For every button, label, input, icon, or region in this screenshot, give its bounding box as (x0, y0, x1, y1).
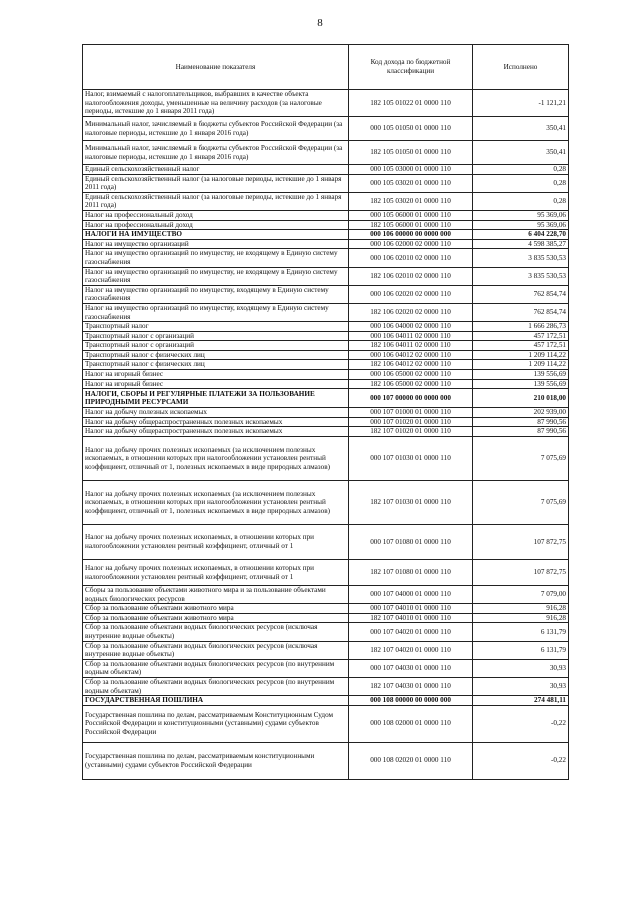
table-row (83, 331, 569, 341)
row-code-cell: 000 107 04030 01 0000 110 (349, 659, 473, 677)
row-value-cell: 139 556,69 (473, 370, 569, 380)
row-name-cell: Транспортный налог с физических лиц (83, 360, 349, 370)
row-name-cell: Налог на имущество организаций по имуществу, входящему в Единую систему газоснабжения (83, 303, 349, 321)
row-code-cell: 000 106 02020 02 0000 110 (349, 285, 473, 303)
row-value-cell: 107 872,75 (473, 560, 569, 586)
table-row (83, 408, 569, 418)
row-value-cell: 274 481,11 (473, 696, 569, 706)
row-code-cell: 182 106 04011 02 0000 110 (349, 341, 473, 351)
row-name-cell: Налог на добычу общераспространенных полезных ископаемых (83, 427, 349, 437)
row-value-cell: 6 404 228,70 (473, 230, 569, 240)
table-row (83, 285, 569, 303)
row-value-cell: 1 666 286,73 (473, 322, 569, 332)
row-code-cell: 000 107 04010 01 0000 110 (349, 604, 473, 614)
row-value-cell: 3 835 530,53 (473, 267, 569, 285)
row-code-cell: 000 106 00000 00 0000 000 (349, 230, 473, 240)
table-row (83, 350, 569, 360)
table-row (83, 239, 569, 249)
row-name-cell: Государственная пошлина по делам, рассматриваемым Конституционным Судом Российской Федерации и конституционными (уставными) судами субъектов Российской Федерации (83, 705, 349, 742)
row-code-cell: 000 107 04020 01 0000 110 (349, 623, 473, 641)
row-value-cell: 30,93 (473, 659, 569, 677)
row-value-cell: 6 131,79 (473, 623, 569, 641)
row-code-cell: 182 105 01050 01 0000 110 (349, 141, 473, 165)
row-name-cell: Единый сельскохозяйственный налог (за налоговые периоды, истекшие до 1 января 2011 года) (83, 192, 349, 210)
table-row (83, 220, 569, 230)
row-value-cell: 7 075,69 (473, 481, 569, 525)
row-value-cell: 7 079,00 (473, 586, 569, 604)
row-name-cell: Налог на добычу общераспространенных полезных ископаемых (83, 417, 349, 427)
table-row (83, 249, 569, 267)
row-code-cell: 182 106 05000 02 0000 110 (349, 379, 473, 389)
row-code-cell: 000 108 02000 01 0000 110 (349, 705, 473, 742)
header-code: Код дохода по бюджетной классификации (349, 45, 473, 90)
row-name-cell: Сбор за пользование объектами водных биологических ресурсов (по внутренним водным объектам) (83, 659, 349, 677)
row-code-cell: 000 105 06000 01 0000 110 (349, 210, 473, 220)
row-value-cell: -0,22 (473, 705, 569, 742)
row-value-cell: 457 172,51 (473, 341, 569, 351)
row-code-cell: 182 105 06000 01 0000 110 (349, 220, 473, 230)
table-row (83, 613, 569, 623)
row-value-cell: -0,22 (473, 742, 569, 779)
table-row (83, 525, 569, 560)
row-code-cell: 000 107 01080 01 0000 110 (349, 525, 473, 560)
row-code-cell: 000 106 04011 02 0000 110 (349, 331, 473, 341)
row-value-cell: 0,28 (473, 174, 569, 192)
row-code-cell: 182 105 01022 01 0000 110 (349, 90, 473, 117)
row-name-cell: Налог на профессиональный доход (83, 210, 349, 220)
row-code-cell: 000 107 01020 01 0000 110 (349, 417, 473, 427)
row-value-cell: 350,41 (473, 141, 569, 165)
row-code-cell: 000 107 00000 00 0000 000 (349, 389, 473, 408)
table-row (83, 303, 569, 321)
row-value-cell: 87 990,56 (473, 417, 569, 427)
row-value-cell: 95 369,06 (473, 220, 569, 230)
table-row (83, 267, 569, 285)
row-value-cell: 916,28 (473, 604, 569, 614)
row-name-cell: Сбор за пользование объектами водных биологических ресурсов (по внутренним водным объектам) (83, 677, 349, 695)
row-value-cell: 139 556,69 (473, 379, 569, 389)
row-value-cell: 202 939,00 (473, 408, 569, 418)
table-row (83, 705, 569, 742)
row-name-cell: Единый сельскохозяйственный налог (83, 165, 349, 175)
row-code-cell: 000 106 02010 02 0000 110 (349, 249, 473, 267)
revenue-table (82, 44, 569, 780)
row-code-cell: 182 107 01020 01 0000 110 (349, 427, 473, 437)
row-value-cell: 762 854,74 (473, 303, 569, 321)
row-code-cell: 182 106 04012 02 0000 110 (349, 360, 473, 370)
row-value-cell: 6 131,79 (473, 641, 569, 659)
table-row (83, 141, 569, 165)
row-name-cell: Сбор за пользование объектами водных биологических ресурсов (исключая внутренние водные объекты) (83, 623, 349, 641)
row-code-cell: 000 105 03020 01 0000 110 (349, 174, 473, 192)
row-value-cell: 87 990,56 (473, 427, 569, 437)
table-row (83, 604, 569, 614)
row-code-cell: 182 107 01080 01 0000 110 (349, 560, 473, 586)
table-row (83, 379, 569, 389)
table-row (83, 360, 569, 370)
row-code-cell: 000 107 01000 01 0000 110 (349, 408, 473, 418)
row-name-cell: Транспортный налог с организаций (83, 341, 349, 351)
table-row (83, 427, 569, 437)
table-row (83, 322, 569, 332)
row-name-cell: Сборы за пользование объектами животного мира и за пользование объектами водных биологических ресурсов (83, 586, 349, 604)
row-code-cell: 000 106 04012 02 0000 110 (349, 350, 473, 360)
table-row (83, 586, 569, 604)
row-name-cell: Сбор за пользование объектами животного мира (83, 613, 349, 623)
table-header-row (83, 45, 569, 90)
row-value-cell: 30,93 (473, 677, 569, 695)
page-number: 8 (317, 17, 323, 29)
table-row (83, 437, 569, 481)
row-value-cell: -1 121,21 (473, 90, 569, 117)
row-name-cell: ГОСУДАРСТВЕННАЯ ПОШЛИНА (83, 696, 349, 706)
row-value-cell: 916,28 (473, 613, 569, 623)
row-value-cell: 210 018,00 (473, 389, 569, 408)
table-row (83, 165, 569, 175)
table-row (83, 742, 569, 779)
table-row (83, 481, 569, 525)
row-name-cell: Налог на профессиональный доход (83, 220, 349, 230)
row-code-cell: 000 108 00000 00 0000 000 (349, 696, 473, 706)
row-code-cell: 182 107 04030 01 0000 110 (349, 677, 473, 695)
row-code-cell: 182 107 01030 01 0000 110 (349, 481, 473, 525)
row-name-cell: Транспортный налог с физических лиц (83, 350, 349, 360)
table-row (83, 417, 569, 427)
row-name-cell: Сбор за пользование объектами животного мира (83, 604, 349, 614)
row-code-cell: 000 107 01030 01 0000 110 (349, 437, 473, 481)
row-name-cell: Единый сельскохозяйственный налог (за налоговые периоды, истекшие до 1 января 2011 года) (83, 174, 349, 192)
header-executed: Исполнено (473, 45, 569, 90)
row-value-cell: 0,28 (473, 192, 569, 210)
row-code-cell: 000 106 02000 02 0000 110 (349, 239, 473, 249)
table-row (83, 341, 569, 351)
table-row (83, 696, 569, 706)
row-name-cell: Налог на игорный бизнес (83, 379, 349, 389)
row-name-cell: Налог на добычу прочих полезных ископаемых, в отношении которых при налогообложении установлен рентный коэффициент, отличный от 1 (83, 525, 349, 560)
row-value-cell: 7 075,69 (473, 437, 569, 481)
row-name-cell: Налог на имущество организаций по имуществу, входящему в Единую систему газоснабжения (83, 285, 349, 303)
table-row (83, 623, 569, 641)
row-code-cell: 000 106 05000 02 0000 110 (349, 370, 473, 380)
row-name-cell: Налог на добычу прочих полезных ископаемых, в отношении которых при налогообложении установлен рентный коэффициент, отличный от 1 (83, 560, 349, 586)
table-row (83, 117, 569, 141)
row-value-cell: 350,41 (473, 117, 569, 141)
row-code-cell: 000 108 02020 01 0000 110 (349, 742, 473, 779)
row-code-cell: 182 106 02020 02 0000 110 (349, 303, 473, 321)
row-name-cell: Налог на добычу прочих полезных ископаемых (за исключением полезных ископаемых, в отношении которых при налогообложении установлен рентный коэффициент, отличный от 1, полезных ископаемых в виде природных алмазов) (83, 481, 349, 525)
row-name-cell: Минимальный налог, зачисляемый в бюджеты субъектов Российской Федерации (за налоговые периоды, истекшие до 1 января 2016 года) (83, 117, 349, 141)
row-name-cell: Налог на имущество организаций (83, 239, 349, 249)
row-name-cell: Государственная пошлина по делам, рассматриваемым конституционными (уставными) судами субъектов Российской Федерации (83, 742, 349, 779)
row-value-cell: 107 872,75 (473, 525, 569, 560)
table-row (83, 192, 569, 210)
table-row (83, 659, 569, 677)
row-name-cell: Минимальный налог, зачисляемый в бюджеты субъектов Российской Федерации (за налоговые периоды, истекшие до 1 января 2016 года) (83, 141, 349, 165)
row-code-cell: 000 107 04000 01 0000 110 (349, 586, 473, 604)
table-row (83, 210, 569, 220)
row-name-cell: НАЛОГИ, СБОРЫ И РЕГУЛЯРНЫЕ ПЛАТЕЖИ ЗА ПОЛЬЗОВАНИЕ ПРИРОДНЫМИ РЕСУРСАМИ (83, 389, 349, 408)
row-name-cell: НАЛОГИ НА ИМУЩЕСТВО (83, 230, 349, 240)
row-code-cell: 000 105 03000 01 0000 110 (349, 165, 473, 175)
row-value-cell: 1 209 114,22 (473, 360, 569, 370)
row-code-cell: 182 107 04010 01 0000 110 (349, 613, 473, 623)
row-value-cell: 95 369,06 (473, 210, 569, 220)
row-code-cell: 182 105 03020 01 0000 110 (349, 192, 473, 210)
table-row (83, 370, 569, 380)
row-value-cell: 0,28 (473, 165, 569, 175)
row-code-cell: 000 106 04000 02 0000 110 (349, 322, 473, 332)
table-row (83, 560, 569, 586)
row-value-cell: 3 835 530,53 (473, 249, 569, 267)
table-row (83, 90, 569, 117)
row-value-cell: 1 209 114,22 (473, 350, 569, 360)
row-name-cell: Транспортный налог (83, 322, 349, 332)
row-value-cell: 4 598 385,27 (473, 239, 569, 249)
row-value-cell: 457 172,51 (473, 331, 569, 341)
row-name-cell: Налог на добычу полезных ископаемых (83, 408, 349, 418)
row-code-cell: 182 106 02010 02 0000 110 (349, 267, 473, 285)
row-name-cell: Транспортный налог с организаций (83, 331, 349, 341)
row-code-cell: 000 105 01050 01 0000 110 (349, 117, 473, 141)
table-row (83, 174, 569, 192)
row-name-cell: Налог на добычу прочих полезных ископаемых (за исключением полезных ископаемых, в отношении которых при налогообложении установлен рентный коэффициент, отличный от 1, полезных ископаемых в виде природных алмазов) (83, 437, 349, 481)
row-name-cell: Налог на игорный бизнес (83, 370, 349, 380)
table-body (83, 90, 569, 780)
row-code-cell: 182 107 04020 01 0000 110 (349, 641, 473, 659)
row-name-cell: Сбор за пользование объектами водных биологических ресурсов (исключая внутренние водные объекты) (83, 641, 349, 659)
header-name: Наименование показателя (83, 45, 349, 90)
table-row (83, 389, 569, 408)
row-name-cell: Налог на имущество организаций по имуществу, не входящему в Единую систему газоснабжения (83, 267, 349, 285)
row-name-cell: Налог, взимаемый с налогоплательщиков, выбравших в качестве объекта налогообложения доходы, уменьшенные на величину расходов (за налоговые периоды, истекшие до 1 января 2011 года) (83, 90, 349, 117)
table-row (83, 230, 569, 240)
table-row (83, 677, 569, 695)
table-row (83, 641, 569, 659)
row-value-cell: 762 854,74 (473, 285, 569, 303)
row-name-cell: Налог на имущество организаций по имуществу, не входящему в Единую систему газоснабжения (83, 249, 349, 267)
